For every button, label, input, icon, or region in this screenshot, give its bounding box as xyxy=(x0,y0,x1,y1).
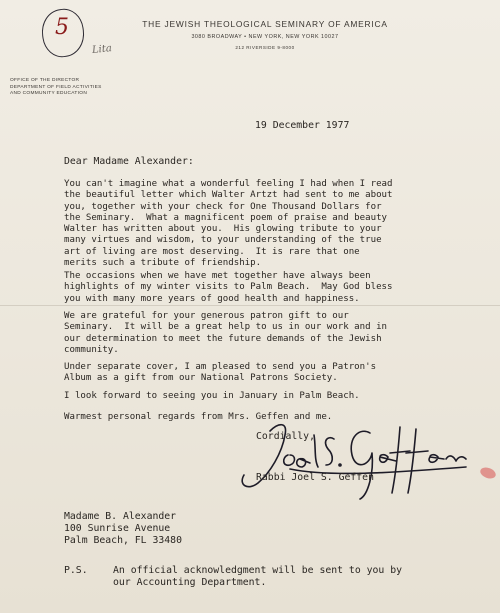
postscript-line: An official acknowledgment will be sent to you by xyxy=(113,565,403,576)
postscript-line: our Accounting Department. xyxy=(113,577,267,588)
body-paragraph: You can't imagine what a wonderful feeling I had when I read the beautiful letter which Walter Artzt had sent to me about you, together with your check for One Thousand Dollars for the Seminary. What a magnificent poem of praise and beauty Walter has written about you. His glowing tribute to your many virtues and wisdom, to your understanding of the true art of living are most deserving. It is rare that one merits such a tribute of friendship. xyxy=(64,179,393,269)
letterhead-phone: 212 RIVERSIDE 9-8000 xyxy=(235,45,295,50)
recipient-name: Madame B. Alexander xyxy=(64,511,177,522)
body-paragraph: We are grateful for your generous patron gift to our Seminary. It will be a great help to us in our work and in our determination to meet the future demands of the Jewish community. xyxy=(64,311,388,355)
closing: Cordially, xyxy=(256,431,315,442)
handwritten-number: 5 xyxy=(55,15,69,40)
body-paragraph: The occasions when we have met together have always been highlights of my winter visits to Palm Beach. May God bless you with many more years of good health and happiness. xyxy=(64,271,393,304)
letterhead-address: 3080 BROADWAY • NEW YORK, NEW YORK 10027 xyxy=(191,34,339,40)
letterhead-institution: THE JEWISH THEOLOGICAL SEMINARY OF AMERICA xyxy=(142,19,388,29)
recipient-address xyxy=(64,511,182,547)
handwritten-note: Lita xyxy=(91,42,113,57)
letter-date: 19 December 1977 xyxy=(255,120,350,131)
recipient-street: 100 Sunrise Avenue xyxy=(64,523,171,534)
postscript-label: P.S. xyxy=(64,565,88,576)
handwritten-signature xyxy=(230,413,470,508)
paper-fold-line xyxy=(0,305,500,306)
salutation: Dear Madame Alexander: xyxy=(64,156,194,167)
department-line: OFFICE OF THE DIRECTOR xyxy=(10,78,80,83)
department-line: DEPARTMENT OF FIELD ACTIVITIES xyxy=(10,84,102,90)
body-paragraph: Under separate cover, I am pleased to send you a Patron's Album as a gift from our National Patrons Society. xyxy=(64,362,377,384)
body-paragraph: Warmest personal regards from Mrs. Geffen and me. xyxy=(64,412,333,422)
recipient-city: Palm Beach, FL 33480 xyxy=(64,535,182,546)
red-pencil-mark xyxy=(479,466,497,481)
signer-name: Rabbi Joel S. Geffen xyxy=(256,472,374,483)
department-block xyxy=(10,78,102,98)
department-line: AND COMMUNITY EDUCATION xyxy=(10,91,88,97)
body-paragraph: I look forward to seeing you in January in Palm Beach. xyxy=(64,391,360,401)
postscript-text xyxy=(113,565,402,589)
